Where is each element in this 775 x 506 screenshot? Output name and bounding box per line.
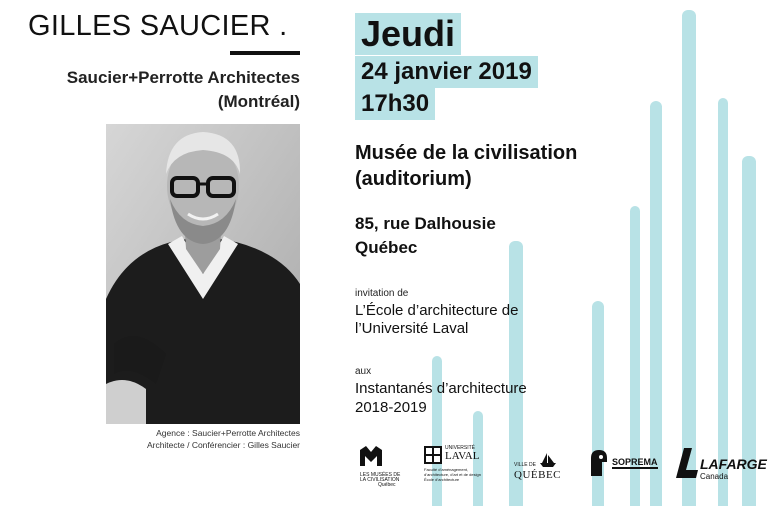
soprema-mark-icon xyxy=(588,450,610,476)
speaker-photo xyxy=(106,124,300,424)
address-city: Québec xyxy=(355,238,418,257)
musees-mark-icon xyxy=(360,446,382,466)
laval-text-3: Faculté d’aménagement, xyxy=(424,467,469,472)
musees-text-3: Québec xyxy=(378,482,396,488)
musees-civilisation-logo xyxy=(360,446,410,488)
soprema-text: SOPREMA xyxy=(612,457,658,467)
host-line1: L’École d’architecture de xyxy=(355,302,519,319)
lafarge-logo xyxy=(676,448,771,481)
photo-credit-agency: Agence : Saucier+Perrotte Architectes xyxy=(156,428,300,438)
lafarge-text: LAFARGE xyxy=(700,456,767,472)
musees-text-2: LA CIVILISATION xyxy=(360,477,400,483)
title-divider xyxy=(230,51,300,55)
event-time: 17h30 xyxy=(355,88,435,120)
bar xyxy=(718,98,728,506)
laval-text-5: École d’architecture xyxy=(424,477,460,482)
lafarge-sub: Canada xyxy=(700,472,729,481)
event-date: 24 janvier 2019 xyxy=(355,56,538,88)
laval-text-1: UNIVERSITÉ xyxy=(445,445,476,451)
bar xyxy=(432,356,442,506)
series-label: aux xyxy=(355,366,372,377)
series-years: 2018-2019 xyxy=(355,399,427,416)
speaker-name: GILLES SAUCIER . xyxy=(28,10,288,42)
event-day: Jeudi xyxy=(355,13,461,55)
laval-crest-icon xyxy=(424,446,442,464)
ship-icon xyxy=(538,452,558,468)
firm-city: (Montréal) xyxy=(217,92,300,111)
series-name: Instantanés d’architecture xyxy=(355,380,527,397)
venue-room: (auditorium) xyxy=(355,168,472,190)
laval-text-2: LAVAL xyxy=(445,450,480,462)
ville-text-1: VILLE DE xyxy=(514,462,536,468)
invitation-label: invitation de xyxy=(355,288,409,299)
laval-text-4: d’architecture, d’art et de design xyxy=(424,472,481,477)
photo-credit-architect: Architecte / Conférencier : Gilles Saucier xyxy=(146,440,300,450)
lafarge-mark-icon xyxy=(676,448,698,478)
address-street: 85, rue Dalhousie xyxy=(355,214,496,233)
ville-text-2: QUÉBEC xyxy=(514,469,561,481)
musees-text-1: LES MUSÉES DE xyxy=(360,472,401,478)
soprema-logo xyxy=(588,450,658,476)
host-line2: l’Université Laval xyxy=(355,320,469,337)
ville-quebec-logo xyxy=(514,452,574,481)
universite-laval-logo xyxy=(424,446,490,482)
firm-name: Saucier+Perrotte Architectes xyxy=(66,68,300,87)
bar xyxy=(650,101,662,506)
venue-name: Musée de la civilisation xyxy=(355,142,578,164)
bar xyxy=(682,10,696,506)
